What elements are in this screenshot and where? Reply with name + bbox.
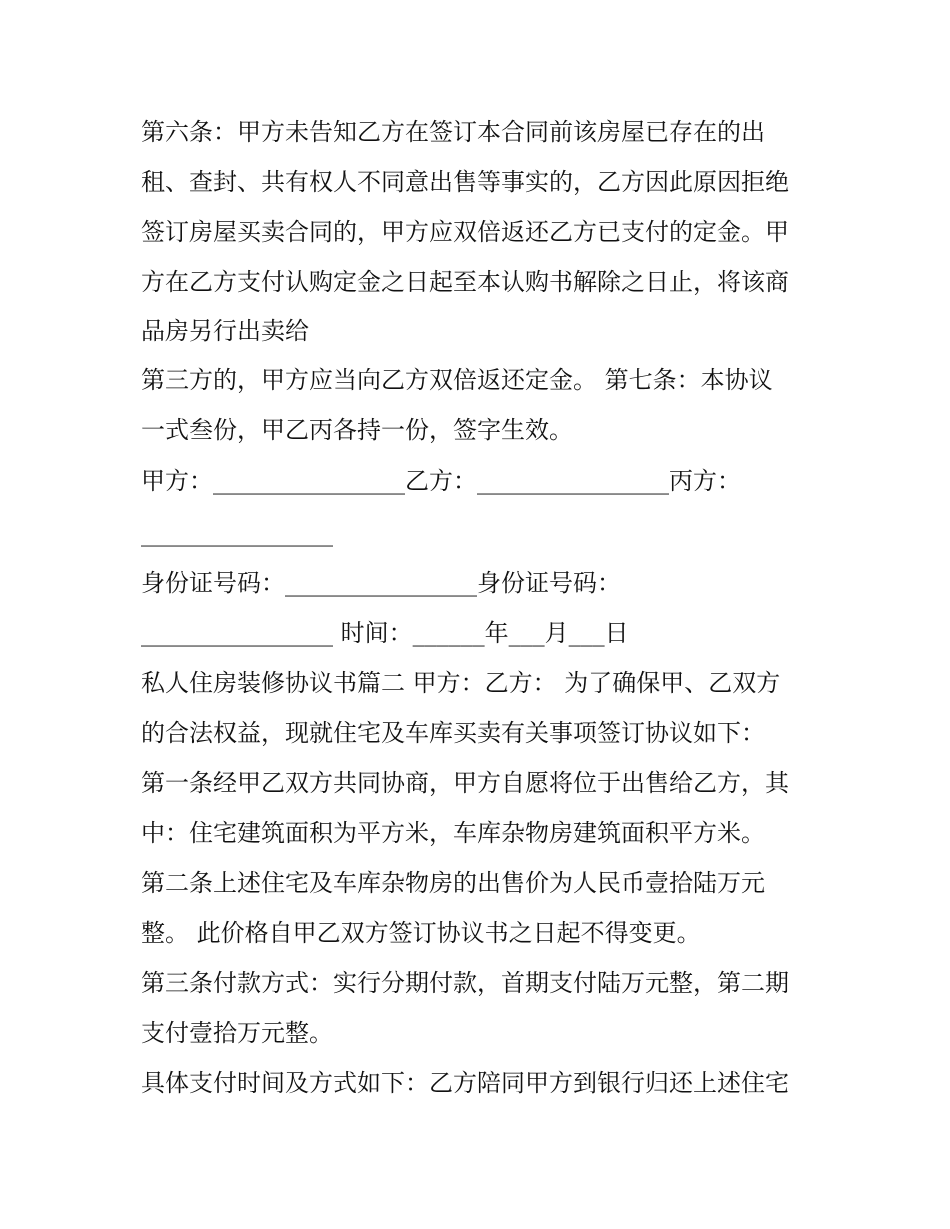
date-line: ________________ 时间：______年___月___日 <box>141 619 629 647</box>
document-body <box>141 107 831 1108</box>
text-line: 支付壹拾万元整。 <box>141 1019 333 1047</box>
signature-line: ________________ <box>141 519 333 547</box>
text-line: 第三条付款方式：实行分期付款，首期支付陆万元整，第二期 <box>141 969 789 997</box>
text-line: 整。 此价格自甲乙双方签订协议书之日起不得变更。 <box>141 919 701 947</box>
text-line: 签订房屋买卖合同的，甲方应双倍返还乙方已支付的定金。甲 <box>141 218 789 246</box>
text-line: 租、查封、共有权人不同意出售等事实的，乙方因此原因拒绝 <box>141 168 789 196</box>
text-line: 一式叁份，甲乙丙各持一份，签字生效。 <box>141 416 573 444</box>
text-line: 第一条经甲乙双方共同协商，甲方自愿将位于出售给乙方，其 <box>141 769 789 797</box>
text-line: 中：住宅建筑面积为平方米，车库杂物房建筑面积平方米。 <box>141 819 765 847</box>
text-line: 第六条：甲方未告知乙方在签订本合同前该房屋已存在的出 <box>141 118 765 146</box>
text-line: 第三方的，甲方应当向乙方双倍返还定金。 第七条：本协议 <box>141 366 773 394</box>
id-number-line: 身份证号码：________________身份证号码： <box>141 569 621 597</box>
text-line: 的合法权益，现就住宅及车库买卖有关事项签订协议如下： <box>141 719 765 747</box>
text-line: 私人住房装修协议书篇二 甲方：乙方： 为了确保甲、乙双方 <box>141 669 781 697</box>
text-line: 第二条上述住宅及车库杂物房的出售价为人民币壹拾陆万元 <box>141 869 765 897</box>
text-line: 具体支付时间及方式如下：乙方陪同甲方到银行归还上述住宅 <box>141 1069 789 1097</box>
text-line: 方在乙方支付认购定金之日起至本认购书解除之日止，将该商 <box>141 268 789 296</box>
text-line: 品房另行出卖给 <box>141 317 309 345</box>
signature-line: 甲方：________________乙方：________________丙方： <box>141 467 741 495</box>
